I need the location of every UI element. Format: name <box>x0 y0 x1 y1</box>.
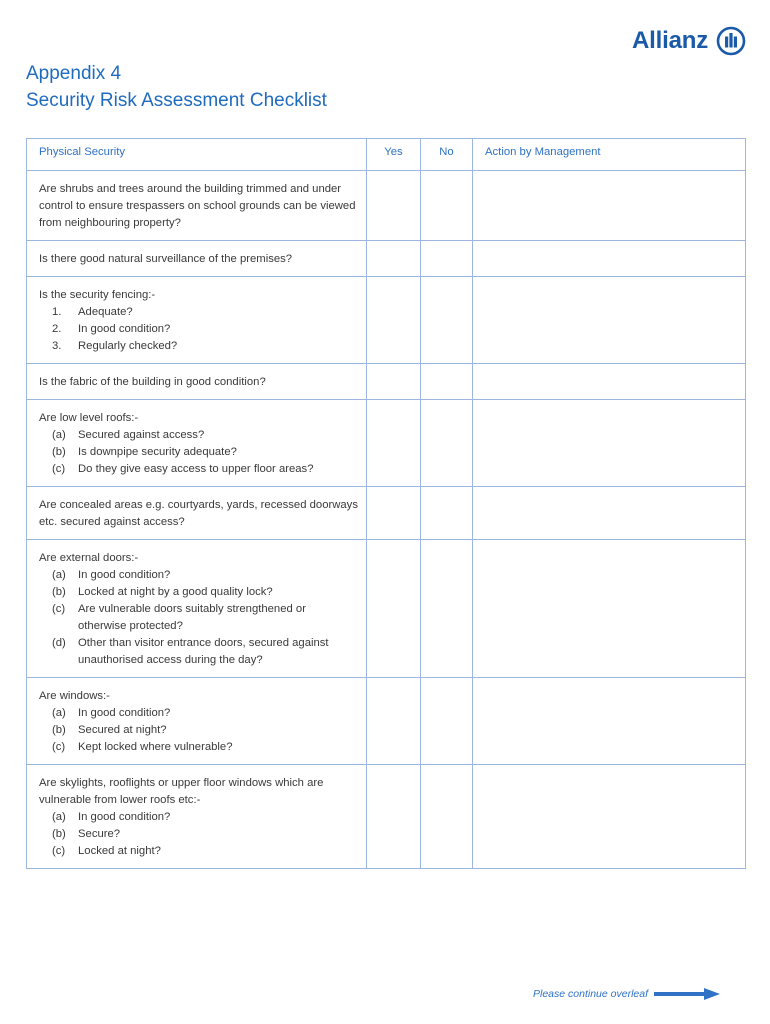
sub-item <box>39 567 366 584</box>
no-cell[interactable] <box>421 765 473 869</box>
question-cell <box>27 277 367 364</box>
sub-item-marker: (c) <box>52 845 66 857</box>
sub-item <box>39 826 366 843</box>
yes-cell[interactable] <box>367 765 421 869</box>
yes-cell[interactable] <box>367 171 421 241</box>
checklist-row <box>27 277 746 364</box>
no-cell[interactable] <box>421 400 473 487</box>
checklist-row <box>27 678 746 765</box>
question-text: Are skylights, rooflights or upper floor windows which are vulnerable from lower roofs etc:- <box>39 777 324 806</box>
action-cell[interactable] <box>473 678 746 765</box>
column-header-no: No <box>421 139 473 171</box>
sub-item-text: Kept locked where vulnerable? <box>78 741 233 753</box>
action-cell[interactable] <box>473 171 746 241</box>
yes-cell[interactable] <box>367 241 421 277</box>
yes-cell[interactable] <box>367 678 421 765</box>
sub-item-marker: (a) <box>52 707 66 719</box>
yes-cell[interactable] <box>367 487 421 540</box>
question-cell <box>27 171 367 241</box>
question-cell <box>27 241 367 277</box>
checklist-title: Security Risk Assessment Checklist <box>26 90 327 111</box>
column-header-physical-security: Physical Security <box>27 139 367 171</box>
sub-item-text: Locked at night by a good quality lock? <box>78 586 273 598</box>
sub-item-text: Secured at night? <box>78 724 167 736</box>
sub-item-text: In good condition? <box>78 323 171 335</box>
question-cell <box>27 678 367 765</box>
sub-item-marker: (a) <box>52 811 66 823</box>
question-text: Is the security fencing:- <box>39 289 156 301</box>
table-header-row <box>27 139 746 171</box>
checklist-row <box>27 487 746 540</box>
question-text: Are external doors:- <box>39 552 139 564</box>
question-text: Are concealed areas e.g. courtyards, yards, recessed doorways etc. secured against access? <box>39 499 358 528</box>
no-cell[interactable] <box>421 277 473 364</box>
yes-cell[interactable] <box>367 540 421 678</box>
sub-item-text: In good condition? <box>78 707 171 719</box>
action-cell[interactable] <box>473 765 746 869</box>
sub-item <box>39 739 366 756</box>
no-cell[interactable] <box>421 540 473 678</box>
sub-item <box>39 427 366 444</box>
action-cell[interactable] <box>473 487 746 540</box>
action-cell[interactable] <box>473 277 746 364</box>
sub-item <box>39 304 366 321</box>
question-cell <box>27 540 367 678</box>
sub-item <box>39 705 366 722</box>
question-cell <box>27 765 367 869</box>
yes-cell[interactable] <box>367 364 421 400</box>
sub-item <box>39 722 366 739</box>
action-cell[interactable] <box>473 540 746 678</box>
no-cell[interactable] <box>421 678 473 765</box>
sub-item-marker: (c) <box>52 463 66 475</box>
checklist-row <box>27 364 746 400</box>
checklist-row <box>27 171 746 241</box>
checklist-row <box>27 540 746 678</box>
question-cell <box>27 487 367 540</box>
question-text: Is the fabric of the building in good condition? <box>39 376 266 388</box>
sub-item-marker: (c) <box>52 603 66 615</box>
brand-logo <box>632 26 746 56</box>
checklist-table <box>26 138 746 869</box>
no-cell[interactable] <box>421 241 473 277</box>
question-cell <box>27 400 367 487</box>
sub-item <box>39 809 366 826</box>
sub-item-text: Are vulnerable doors suitably strengthened or otherwise protected? <box>78 603 306 632</box>
appendix-label: Appendix 4 <box>26 63 122 84</box>
continue-overleaf-text: Please continue overleaf <box>533 988 648 1000</box>
sub-item-text: Do they give easy access to upper floor areas? <box>78 463 314 475</box>
sub-item-text: Other than visitor entrance doors, secured against unauthorised access during the day? <box>78 637 329 666</box>
sub-item-text: Secure? <box>78 828 121 840</box>
allianz-eagle-logo-icon <box>716 26 746 56</box>
sub-item-text: In good condition? <box>78 811 171 823</box>
action-cell[interactable] <box>473 400 746 487</box>
checklist-row <box>27 400 746 487</box>
page-title <box>26 60 327 114</box>
yes-cell[interactable] <box>367 277 421 364</box>
sub-item <box>39 444 366 461</box>
sub-item-marker: (d) <box>52 637 66 649</box>
sub-item-text: Is downpipe security adequate? <box>78 446 237 458</box>
sub-item-marker: (b) <box>52 586 66 598</box>
action-cell[interactable] <box>473 241 746 277</box>
sub-item-marker: (a) <box>52 569 66 581</box>
sub-item-marker: (c) <box>52 741 66 753</box>
sub-item <box>39 635 366 669</box>
sub-item-marker: 1. <box>52 306 62 318</box>
column-header-yes: Yes <box>367 139 421 171</box>
sub-item <box>39 321 366 338</box>
sub-item-marker: 3. <box>52 340 62 352</box>
sub-item-marker: 2. <box>52 323 62 335</box>
checklist-row <box>27 241 746 277</box>
sub-item <box>39 584 366 601</box>
checklist-row <box>27 765 746 869</box>
sub-item <box>39 601 366 635</box>
column-header-action: Action by Management <box>473 139 746 171</box>
yes-cell[interactable] <box>367 400 421 487</box>
action-cell[interactable] <box>473 364 746 400</box>
sub-item <box>39 461 366 478</box>
question-text: Is there good natural surveillance of the premises? <box>39 253 293 265</box>
sub-item-text: Adequate? <box>78 306 133 318</box>
sub-item-text: Secured against access? <box>78 429 205 441</box>
arrow-right-icon <box>654 987 722 1001</box>
no-cell[interactable] <box>421 171 473 241</box>
continue-overleaf <box>533 987 722 1001</box>
sub-item-marker: (a) <box>52 429 66 441</box>
no-cell[interactable] <box>421 364 473 400</box>
sub-item-text: Locked at night? <box>78 845 161 857</box>
question-text: Are windows:- <box>39 690 110 702</box>
sub-item <box>39 338 366 355</box>
sub-item-marker: (b) <box>52 446 66 458</box>
sub-item-text: Regularly checked? <box>78 340 178 352</box>
sub-item-marker: (b) <box>52 724 66 736</box>
sub-item-marker: (b) <box>52 828 66 840</box>
question-text: Are shrubs and trees around the building trimmed and under control to ensure trespassers on school grounds can be viewed from neighbouring property? <box>39 183 356 229</box>
brand-name: Allianz <box>632 27 708 54</box>
question-cell <box>27 364 367 400</box>
sub-item <box>39 843 366 860</box>
question-text: Are low level roofs:- <box>39 412 139 424</box>
no-cell[interactable] <box>421 487 473 540</box>
sub-item-text: In good condition? <box>78 569 171 581</box>
